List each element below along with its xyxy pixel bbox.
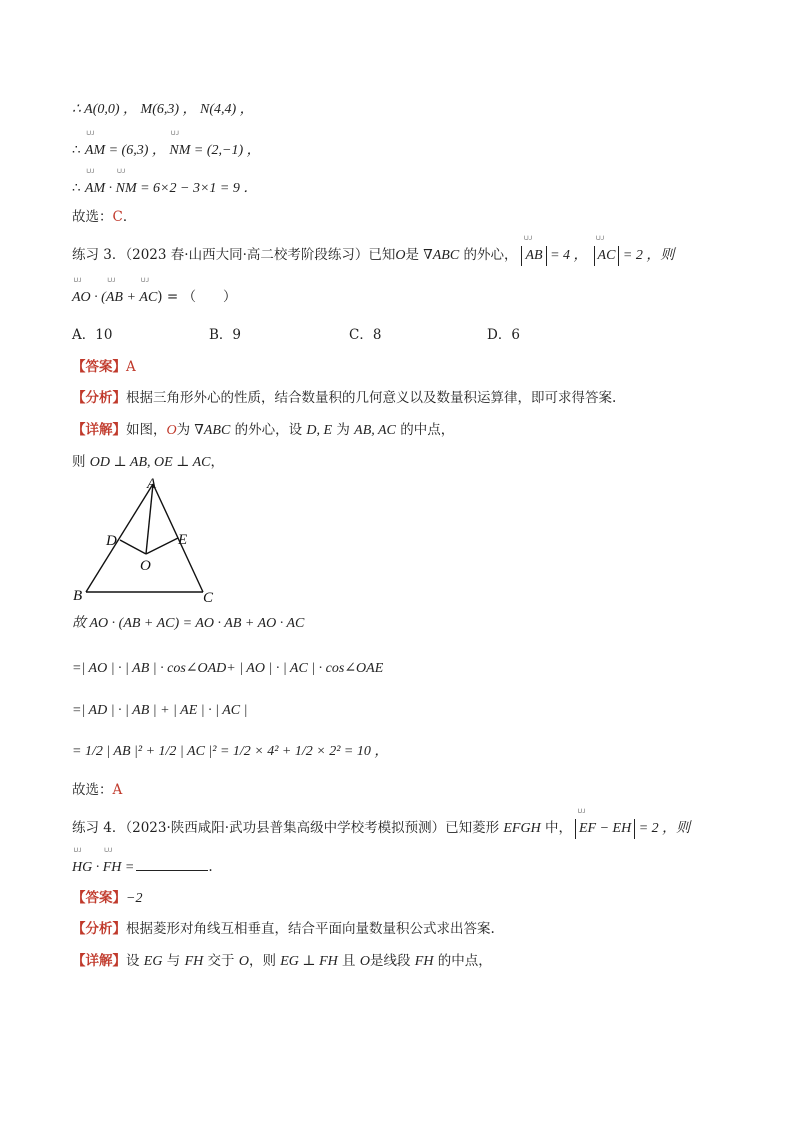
- ex4-efgh: EFGH: [503, 821, 541, 836]
- ac-value: = 2 ，则: [619, 248, 675, 263]
- ex4-in: 中，: [540, 820, 572, 836]
- vector-am: └┘┘ AM: [85, 141, 105, 161]
- vector-ac: └┘┘ AC: [139, 288, 157, 308]
- expr-close: ) = （ ）: [157, 289, 237, 305]
- ex3-final: [72, 780, 122, 800]
- label-b: B: [73, 588, 83, 604]
- ex4-o: O: [238, 954, 249, 969]
- expr-plus: +: [122, 290, 140, 305]
- ex4-detail-c: 与: [162, 953, 185, 969]
- ex4-expression: [72, 857, 213, 878]
- answer-blank: [136, 870, 208, 871]
- detail-c: 为 ∇: [176, 422, 204, 438]
- ab-value: = 4 ，: [546, 248, 588, 263]
- prev-choice-line: [72, 207, 136, 227]
- abs-ac: └┘┘ AC: [594, 246, 620, 266]
- ex4-period: .: [208, 859, 213, 875]
- detail-g: 为: [332, 422, 355, 438]
- nm-value: = (2,−1) ，: [190, 143, 261, 158]
- calc-line-1: 故 AO · (AB + AC) = AO · AB + AO · AC: [72, 616, 305, 631]
- ex3-is: 是 ∇: [405, 247, 433, 263]
- ex3-detail: [72, 420, 454, 441]
- am-value: = (6,3) ，: [105, 143, 170, 158]
- ex4-answer: [72, 888, 142, 909]
- side-ab: [86, 484, 153, 592]
- ex4-analysis-text: 根据菱形对角线互相垂直，结合平面向量数量积公式求出答案.: [126, 921, 495, 937]
- ex4-analysis-tag: 【分析】: [72, 921, 126, 937]
- coord-line: ∴ A(0,0) ， M(6,3) ， N(4,4) ，: [72, 102, 254, 117]
- ex4-detail-i: 且: [337, 953, 360, 969]
- then-comma: ，: [210, 454, 224, 470]
- ex3-answer: [72, 357, 136, 377]
- ex3-expression: [72, 287, 236, 308]
- abs-ab: └┘┘ AB: [521, 246, 546, 266]
- ex3-analysis: [72, 388, 616, 408]
- ex4-detail-m: 的中点，: [433, 953, 492, 969]
- triangle-figure: [70, 474, 230, 606]
- label-a: A: [147, 476, 157, 492]
- ex4-analysis: [72, 919, 495, 939]
- detail-i: 的中点，: [395, 422, 455, 438]
- label-o: O: [140, 558, 151, 574]
- dot-product-line: [72, 178, 257, 199]
- vector-nm: └┘┘ NM: [169, 141, 190, 161]
- ex3-source: 练习 3．（2023 春·山西大同·高二校考阶段练习）已知: [72, 247, 396, 263]
- vector-ao: └┘┘ AO: [72, 288, 91, 308]
- ex3-options: [72, 325, 520, 345]
- choice-value: C: [112, 209, 123, 225]
- option-b: B．9: [209, 327, 242, 343]
- ex3-o: O: [395, 248, 406, 263]
- vector-ab: └┘┘ AB: [106, 288, 123, 308]
- vector-nm-2: └┘┘ NM: [116, 179, 137, 199]
- calc-line-2: =| AO | · | AB | · cos∠OAD+ | AO | · | AC | · cos∠OAE: [72, 661, 384, 676]
- ex4-equals: =: [121, 860, 135, 875]
- calc-line-3: =| AD | · | AB | + | AE | · | AC |: [72, 703, 248, 718]
- detail-de: D, E: [306, 423, 333, 438]
- detail-tag: 【详解】: [72, 422, 126, 438]
- vector-hg: └┘┘ HG: [72, 858, 92, 878]
- vector-am-2: └┘┘ AM: [85, 179, 105, 199]
- detail-abc: ABC: [203, 423, 231, 438]
- therefore-symbol: ∴: [72, 142, 85, 158]
- detail-a: 如图，: [126, 422, 167, 438]
- calc-line-4: = 1/2 | AB |² + 1/2 | AC |² = 1/2 × 4² + 1/2 × 2² = 10 ，: [72, 744, 389, 759]
- ex4-source: 练习 4．（2023·陕西咸阳·武功县普集高级中学校考模拟预测）已知菱形: [72, 820, 504, 836]
- detail-e: 的外心，设: [230, 422, 307, 438]
- segment-oe: [146, 538, 178, 554]
- ex4-answer-tag: 【答案】: [72, 890, 126, 906]
- ex4-detail-k: 是线段: [369, 953, 415, 969]
- ex3-abc: ABC: [432, 248, 460, 263]
- ex4-detail: [72, 951, 492, 972]
- detail-abac: AB, AC: [354, 423, 396, 438]
- ex3-title: [72, 245, 674, 266]
- perpendicular-line: [72, 452, 224, 473]
- segment-od: [120, 540, 146, 554]
- ex4-eg: EG: [143, 954, 163, 969]
- ex4-o-2: O: [359, 954, 370, 969]
- expr-open: · (: [90, 290, 106, 305]
- vector-fh: └┘┘ FH: [103, 858, 122, 878]
- label-c: C: [203, 590, 214, 606]
- dot-symbol: ·: [105, 181, 116, 196]
- final-value: A: [112, 782, 123, 798]
- analysis-text: 根据三角形外心的性质，结合数量积的几何意义以及数量积运算律，即可求得答案.: [126, 390, 617, 406]
- ex4-detail-g: ，则: [248, 953, 281, 969]
- choice-period: ．: [122, 209, 137, 225]
- choice-label: 故选：: [72, 209, 113, 225]
- ex4-perp: EG ⊥ FH: [280, 954, 338, 969]
- perpendicular-text: OD ⊥ AB, OE ⊥ AC: [89, 455, 211, 470]
- therefore-symbol-2: ∴: [72, 180, 85, 196]
- ex4-detail-e: 交于: [203, 953, 239, 969]
- label-d: D: [106, 533, 117, 549]
- final-label: 故选：: [72, 782, 113, 798]
- analysis-tag: 【分析】: [72, 390, 126, 406]
- label-e: E: [178, 532, 188, 548]
- dot-result: = 6×2 − 3×1 = 9 ．: [136, 181, 258, 196]
- ex3-circumcenter: 的外心，: [459, 247, 518, 263]
- option-a: A．10: [72, 327, 113, 343]
- ex4-title: [72, 818, 690, 839]
- ex4-detail-tag: 【详解】: [72, 953, 126, 969]
- ex4-fh-2: FH: [414, 954, 434, 969]
- ex4-answer-value: −2: [126, 891, 143, 906]
- answer-value: A: [126, 359, 136, 375]
- ex4-detail-a: 设: [126, 953, 144, 969]
- ex4-fh: FH: [184, 954, 204, 969]
- ex4-eq: = 2 ，则: [635, 821, 691, 836]
- ex4-dot: ·: [92, 860, 103, 875]
- vector-line: [72, 140, 261, 161]
- answer-tag: 【答案】: [72, 359, 126, 375]
- then-label: 则: [72, 454, 90, 470]
- option-c: C．8: [349, 327, 382, 343]
- detail-o: O: [166, 423, 177, 438]
- option-d: D．6: [487, 327, 520, 343]
- abs-ef-eh: └┘┘ EF − EH: [575, 819, 635, 839]
